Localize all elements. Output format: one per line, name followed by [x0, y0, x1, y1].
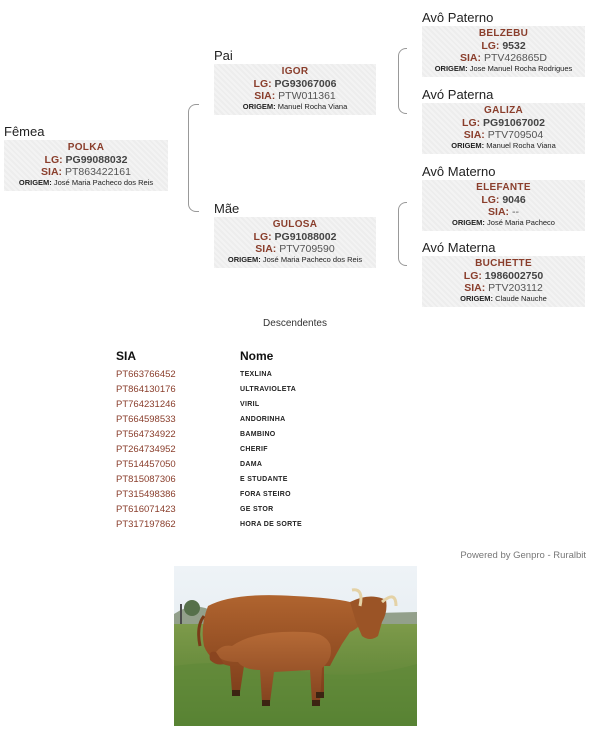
node-title: Avô Materno: [422, 164, 496, 179]
origem-label: ORIGEM:: [452, 218, 485, 227]
node-box: [422, 103, 585, 154]
origem-label: ORIGEM:: [242, 102, 276, 111]
descendants-heading: Descendentes: [263, 318, 327, 329]
origem-value: Manuel Rocha Viana: [486, 141, 556, 150]
animal-name-link[interactable]: ELEFANTE: [476, 182, 531, 193]
animal-name-link[interactable]: BELZEBU: [478, 28, 529, 39]
lg-line: [424, 117, 583, 129]
lg-line: [424, 270, 583, 282]
origem-line: [6, 178, 166, 188]
sia-line: [424, 206, 583, 218]
lg-label: LG:: [44, 154, 63, 166]
lg-label: LG:: [463, 270, 482, 282]
origem-line: [424, 64, 583, 74]
animal-name-link[interactable]: GALIZA: [483, 105, 524, 116]
node-box: [214, 64, 376, 115]
lg-line: [216, 78, 374, 90]
origem-label: ORIGEM:: [460, 294, 494, 303]
sia-value: PTV709590: [279, 243, 335, 255]
sia-label: SIA:: [41, 166, 63, 178]
node-paternal-grandmother: [422, 87, 585, 154]
nome-link[interactable]: BAMBINO: [240, 431, 276, 438]
column-header-sia: SIA: [116, 348, 137, 363]
sia-line: [216, 243, 374, 255]
animal-name-link[interactable]: IGOR: [281, 66, 309, 77]
sia-cell: PT663766452: [116, 369, 176, 380]
node-mother: [214, 201, 376, 268]
sia-cell: PT564734922: [116, 429, 176, 440]
origem-label: ORIGEM:: [227, 255, 261, 264]
origem-value: José Maria Pacheco dos Reis: [53, 178, 154, 187]
animal-name-link[interactable]: GULOSA: [272, 219, 318, 230]
node-box: [422, 26, 585, 77]
nome-link[interactable]: E STUDANTE: [240, 476, 288, 483]
table-row: [116, 397, 302, 412]
lg-value: 9532: [502, 40, 526, 52]
sia-label: SIA:: [255, 243, 277, 255]
node-title: Avô Paterno: [422, 10, 494, 25]
node-title: Avó Paterna: [422, 87, 494, 102]
sia-line: [424, 282, 583, 294]
table-row: [116, 427, 302, 442]
node-maternal-grandfather: [422, 164, 585, 231]
table-row: [116, 517, 302, 532]
animal-name-link[interactable]: POLKA: [67, 142, 105, 153]
table-row: [116, 457, 302, 472]
table-header-row: [116, 348, 302, 367]
sia-label: SIA:: [464, 282, 486, 294]
node-box: [422, 256, 585, 307]
lg-line: [424, 40, 583, 52]
lg-value: PG91067002: [483, 117, 545, 129]
lg-label: LG:: [481, 40, 500, 52]
sia-cell: PT315498386: [116, 489, 176, 500]
node-paternal-grandfather: [422, 10, 585, 77]
lg-value: 1986002750: [484, 270, 544, 282]
nome-link[interactable]: FORA STEIRO: [240, 491, 291, 498]
origem-value: Claude Nauche: [495, 294, 547, 303]
sia-value: PTV203112: [488, 282, 543, 294]
origem-label: ORIGEM:: [434, 64, 468, 73]
lg-line: [216, 231, 374, 243]
node-box: [422, 180, 585, 231]
sia-cell: PT514457050: [116, 459, 176, 470]
origem-label: ORIGEM:: [451, 141, 485, 150]
bracket-paternal: [398, 48, 407, 114]
sia-cell: PT864130176: [116, 384, 176, 395]
lg-label: LG:: [253, 78, 272, 90]
table-row: [116, 367, 302, 382]
bracket-maternal: [398, 202, 407, 266]
origem-value: Jose Manuel Rocha Rodrigues: [469, 64, 573, 73]
nome-link[interactable]: VIRIL: [240, 401, 260, 408]
lg-label: LG:: [462, 117, 481, 129]
node-title: Avó Materna: [422, 240, 496, 255]
table-row: [116, 472, 302, 487]
sia-value: PTV426865D: [483, 52, 547, 64]
nome-link[interactable]: CHERIF: [240, 446, 268, 453]
sia-label: SIA:: [463, 129, 485, 141]
node-title: Pai: [214, 48, 233, 63]
node-box: [4, 140, 168, 191]
node-maternal-grandmother: [422, 240, 585, 307]
lg-label: LG:: [253, 231, 272, 243]
node-title: Fêmea: [4, 124, 45, 139]
table-row: [116, 442, 302, 457]
origem-value: José Maria Pacheco: [487, 218, 555, 227]
origem-line: [424, 218, 583, 228]
column-header-nome: Nome: [240, 348, 274, 363]
nome-link[interactable]: ULTRAVIOLETA: [240, 386, 297, 393]
node-father: [214, 48, 376, 115]
nome-link[interactable]: TEXLINA: [240, 371, 273, 378]
descendants-table: [116, 348, 302, 532]
sia-value: --: [511, 206, 519, 218]
sia-value: PTW011361: [278, 90, 336, 102]
sia-line: [6, 166, 166, 178]
node-female: [4, 124, 168, 191]
sia-cell: PT616071423: [116, 504, 176, 515]
node-box: [214, 217, 376, 268]
sia-line: [424, 52, 583, 64]
table-row: [116, 487, 302, 502]
origem-line: [216, 255, 374, 265]
cattle-photo: [174, 566, 417, 726]
nome-link[interactable]: ANDORINHA: [240, 416, 286, 423]
bracket-parents: [188, 104, 199, 212]
table-row: [116, 502, 302, 517]
nome-link[interactable]: GE STOR: [240, 506, 274, 513]
sia-cell: PT664598533: [116, 414, 176, 425]
sia-label: SIA:: [460, 52, 482, 64]
animal-name-link[interactable]: BUCHETTE: [475, 258, 532, 269]
origem-value: José Maria Pacheco dos Reis: [262, 255, 363, 264]
sia-value: PT863422161: [64, 166, 131, 178]
sia-cell: PT815087306: [116, 474, 176, 485]
sia-label: SIA:: [254, 90, 276, 102]
nome-link[interactable]: HORA DE SORTE: [240, 521, 302, 528]
powered-by-link[interactable]: Powered by Genpro - Ruralbit: [460, 550, 586, 561]
sia-line: [424, 129, 583, 141]
sia-value: PTV709504: [487, 129, 544, 141]
sia-cell: PT764231246: [116, 399, 176, 410]
sia-cell: PT264734952: [116, 444, 176, 455]
lg-label: LG:: [481, 194, 500, 206]
origem-value: Manuel Rocha Viana: [277, 102, 348, 111]
origem-line: [424, 294, 583, 304]
lg-line: [6, 154, 166, 166]
lg-value: PG93067006: [274, 78, 337, 90]
lg-value: PG99088032: [65, 154, 128, 166]
sia-label: SIA:: [488, 206, 510, 218]
node-title: Mãe: [214, 201, 240, 216]
nome-link[interactable]: DAMA: [240, 461, 263, 468]
lg-value: 9046: [502, 194, 526, 206]
table-row: [116, 382, 302, 397]
sia-line: [216, 90, 374, 102]
origem-line: [216, 102, 374, 112]
sia-cell: PT317197862: [116, 519, 176, 530]
origem-line: [424, 141, 583, 151]
origem-label: ORIGEM:: [18, 178, 52, 187]
table-row: [116, 412, 302, 427]
lg-value: PG91088002: [274, 231, 337, 243]
lg-line: [424, 194, 583, 206]
